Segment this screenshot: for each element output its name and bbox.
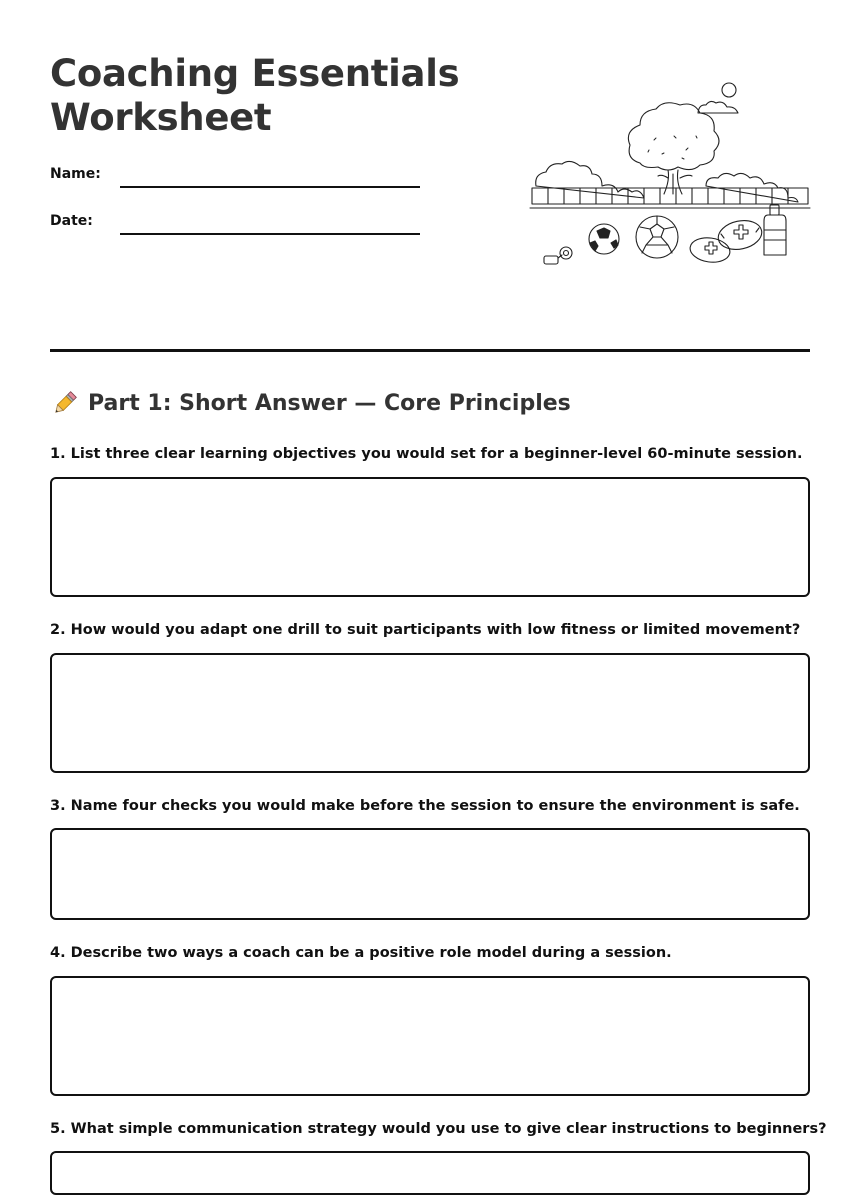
answer-box-5[interactable] [50, 1151, 810, 1195]
date-label: Date: [50, 213, 93, 229]
answer-box-1[interactable] [50, 477, 810, 597]
ball-small-icon [589, 224, 619, 254]
whistle-icon [544, 247, 572, 264]
name-label: Name: [50, 166, 101, 182]
sports-park-illustration [528, 78, 812, 270]
section-part1-title [50, 388, 571, 418]
title-line-1: Coaching Essentials [50, 52, 460, 95]
name-field[interactable] [120, 186, 420, 188]
pencil-icon [50, 388, 80, 418]
question-5: 5. What simple communication strategy would you use to give clear instructions to beginners? [50, 1121, 827, 1137]
soccer-ball-icon [636, 216, 678, 258]
header-divider [50, 349, 810, 352]
title-line-2: Worksheet [50, 96, 272, 139]
question-4: 4. Describe two ways a coach can be a positive role model during a session. [50, 945, 672, 961]
football-icon [716, 217, 765, 254]
water-bottle-icon [764, 205, 786, 255]
date-field[interactable] [120, 233, 420, 235]
answer-box-4[interactable] [50, 976, 810, 1096]
question-1: 1. List three clear learning objectives you would set for a beginner-level 60-minute session. [50, 446, 803, 462]
question-2: 2. How would you adapt one drill to suit participants with low fitness or limited movement? [50, 622, 801, 638]
question-3: 3. Name four checks you would make before the session to ensure the environment is safe. [50, 798, 800, 814]
sun-icon [722, 83, 736, 97]
cloud-icon [698, 101, 738, 113]
section-title-text: Part 1: Short Answer — Core Principles [88, 390, 571, 416]
football-front-icon [689, 235, 732, 264]
answer-box-2[interactable] [50, 653, 810, 773]
answer-box-3[interactable] [50, 828, 810, 920]
worksheet-title [50, 52, 459, 140]
fence-icon [530, 188, 810, 208]
